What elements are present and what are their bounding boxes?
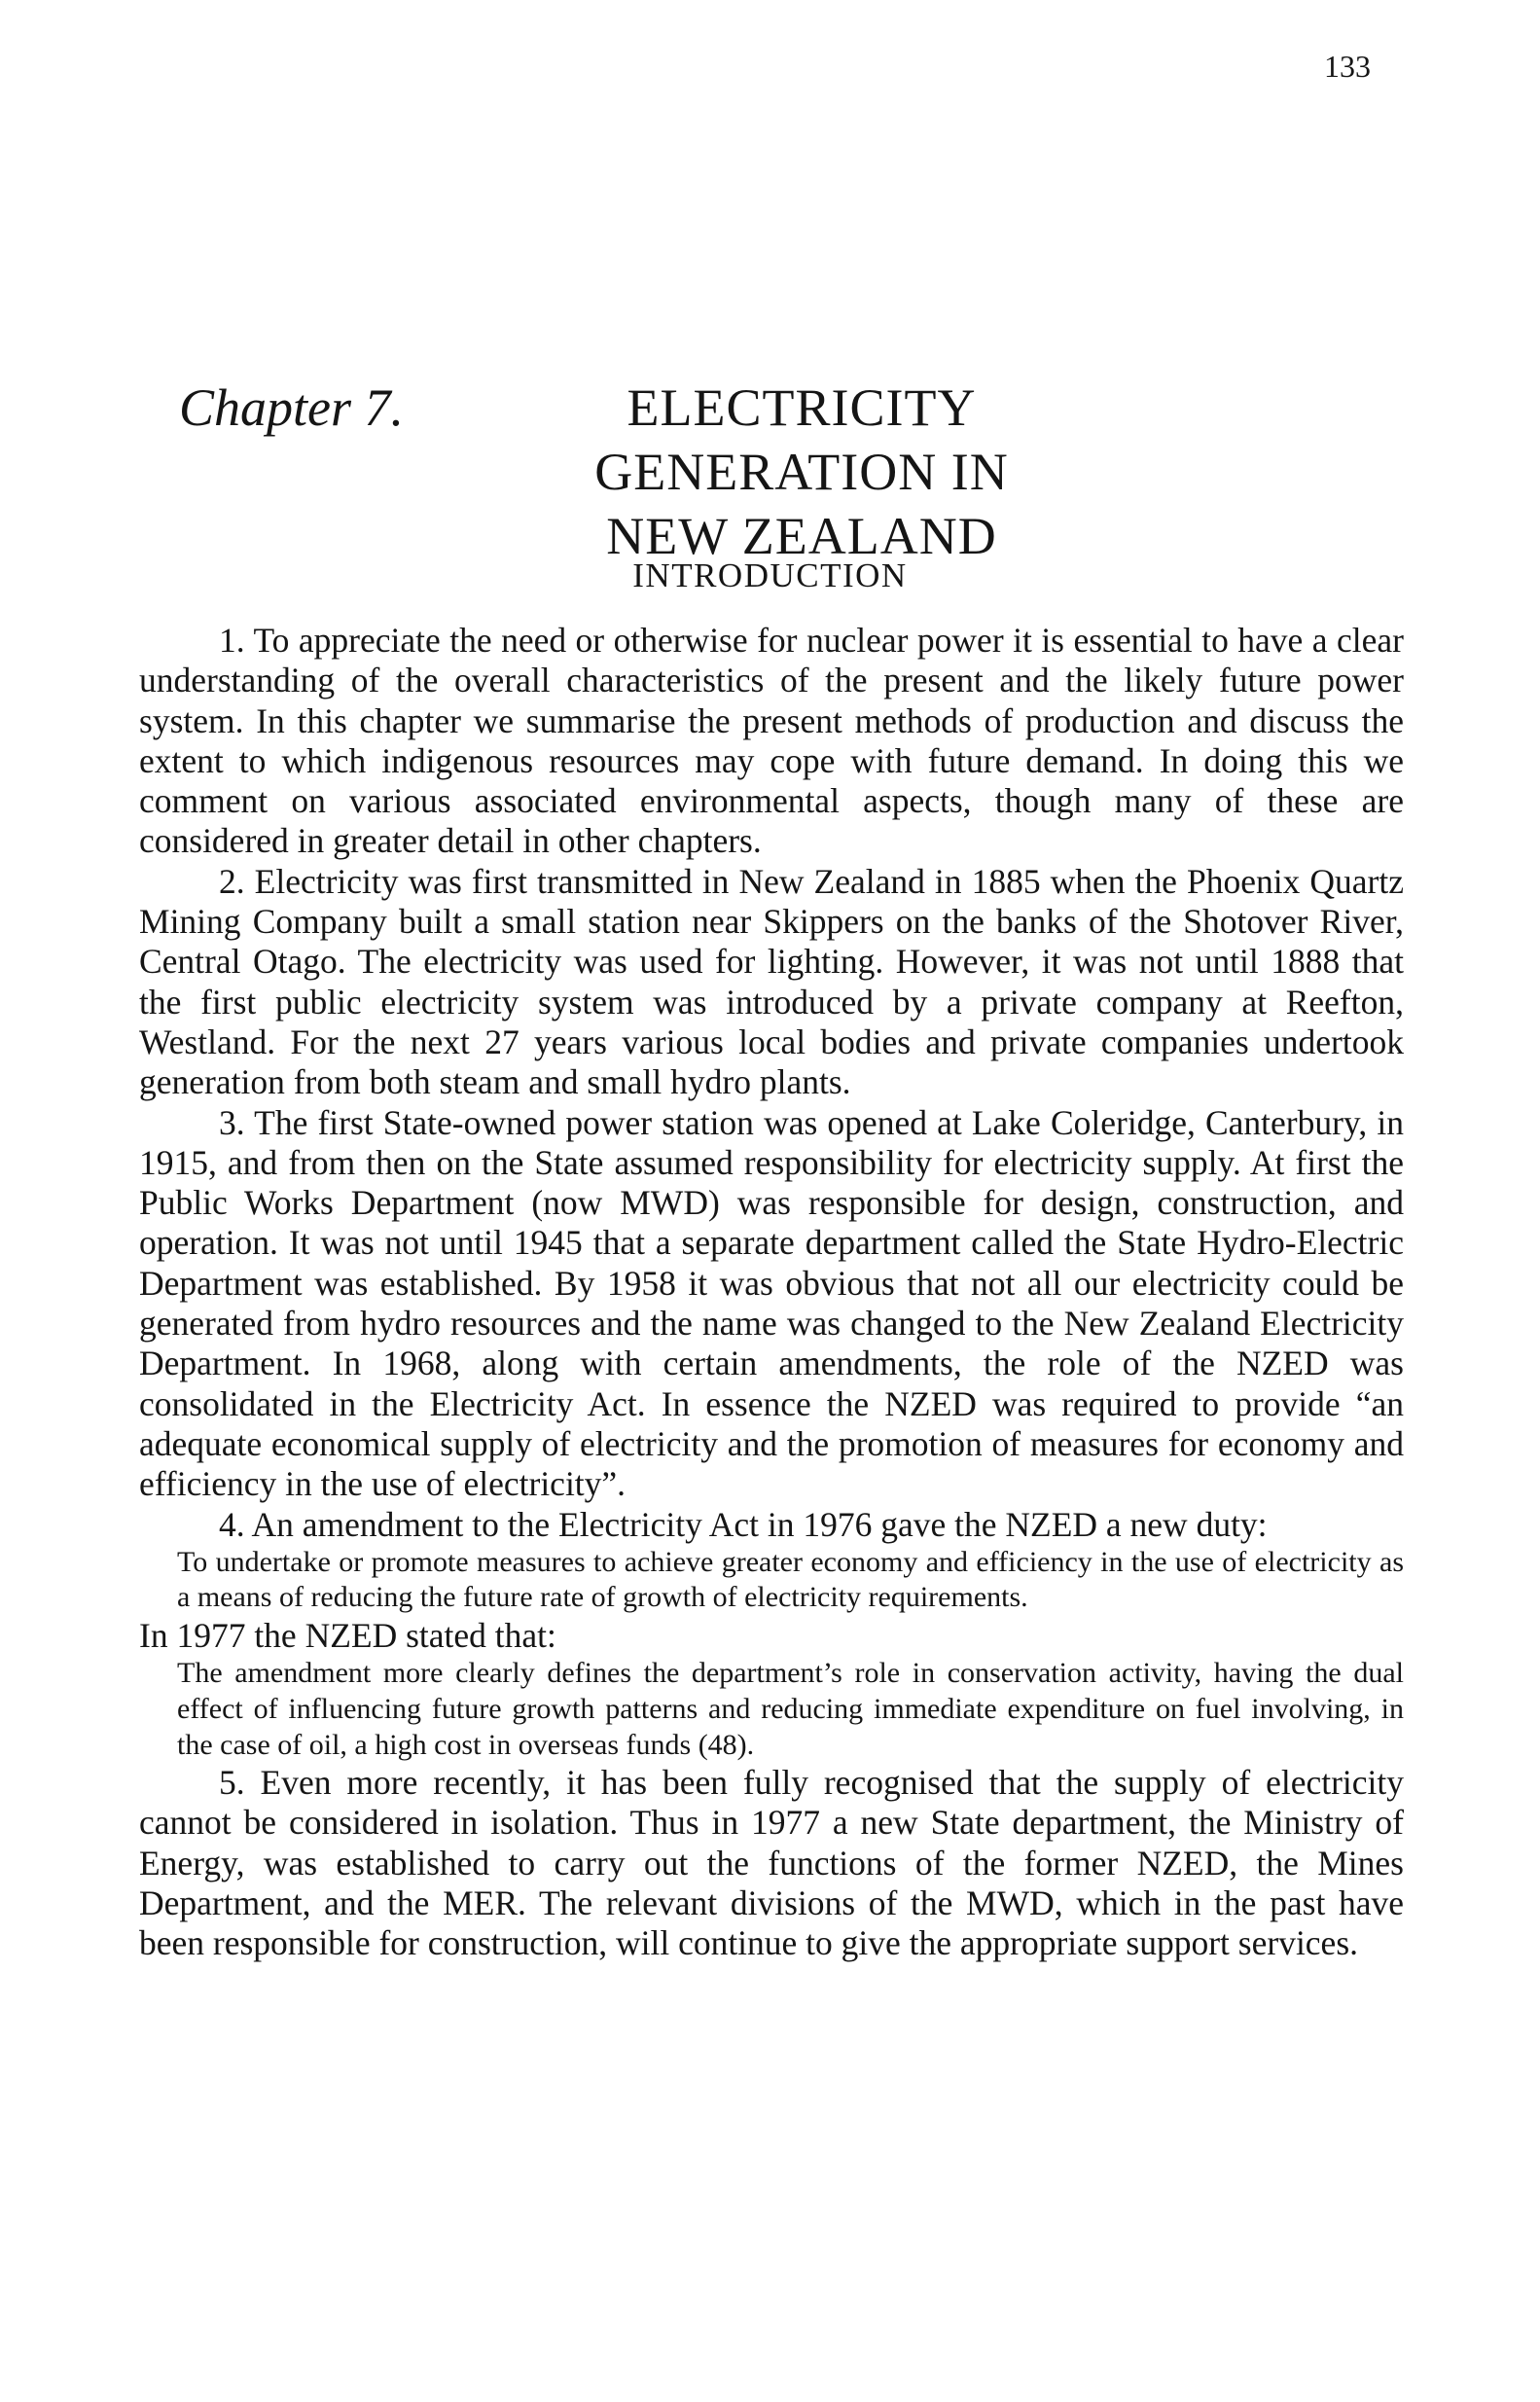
paragraph-3: 3. The first State-owned power station was opened at Lake Coleridge, Canterbury, in 1915, and from then on the State assumed responsibility for electricity supply. At first the Public Works Department (now MWD) was responsible for design, construction, and operation. It was not until 1945 that a separate department called the State Hydro-Electric Department was established. By 1958 it was obvious that not all our electricity could be generated from hydro resources and the name was changed to the New Zealand Electricity Department. In 1968, along with certain amendments, the role of the NZED was consolidated in the Electricity Act. In essence the NZED was required to provide “an adequate economical supply of electricity and the promotion of measures for economy and efficiency in the use of electricity”. xyxy=(139,1102,1404,1504)
page-number: 133 xyxy=(1324,49,1371,84)
paragraph-2: 2. Electricity was first transmitted in New Zealand in 1885 when the Phoenix Quartz Mining Company built a small station near Skippers on the banks of the Shotover River, Central Otago. The electricity was used for lighting. However, it was not until 1888 that the first public electricity system was introduced by a private company at Reefton, Westland. For the next 27 years various local bodies and private companies undertook generation from both steam and small hydro plants. xyxy=(139,861,1404,1102)
section-heading: INTRODUCTION xyxy=(632,556,908,594)
chapter-title-line-2: NEW ZEALAND xyxy=(606,507,997,565)
paragraph-4-continued: In 1977 the NZED stated that: xyxy=(139,1616,556,1656)
paragraph-4: 4. An amendment to the Electricity Act in 1976 gave the NZED a new duty: xyxy=(219,1504,1268,1544)
block-quote-1: To undertake or promote measures to achieve greater economy and efficiency in the use of electricity as a means of reducing the future rate of growth of electricity requirements. xyxy=(177,1545,1404,1614)
paragraph-5: 5. Even more recently, it has been fully recognised that the supply of electricity cannot be considered in isolation. Thus in 1977 a new State department, the Ministry of Energy, was established to carry out the functions of the former NZED, the Mines Department, and the MER. The relevant divisions of the MWD, which in the past have been responsible for construction, will continue to give the appropriate support services. xyxy=(139,1763,1404,1963)
body-text xyxy=(139,621,1404,1964)
chapter-title-line-1: ELECTRICITY GENERATION IN xyxy=(594,378,1009,501)
paragraph-1: 1. To appreciate the need or otherwise for nuclear power it is essential to have a clear understanding of the overall characteristics of the present and the likely future power system. In this chapter we summarise the present methods of production and discuss the extent to which indigenous resources may cope with future demand. In doing this we comment on various associated environmental aspects, though many of these are considered in greater detail in other chapters. xyxy=(139,621,1404,861)
chapter-label: Chapter 7. xyxy=(179,378,405,437)
chapter-title xyxy=(461,376,1142,568)
block-quote-2: The amendment more clearly defines the department’s role in conservation activity, having the dual effect of influencing future growth patterns and reducing immediate expenditure on fuel involving, in the case of oil, a high cost in overseas funds (48). xyxy=(177,1657,1404,1761)
